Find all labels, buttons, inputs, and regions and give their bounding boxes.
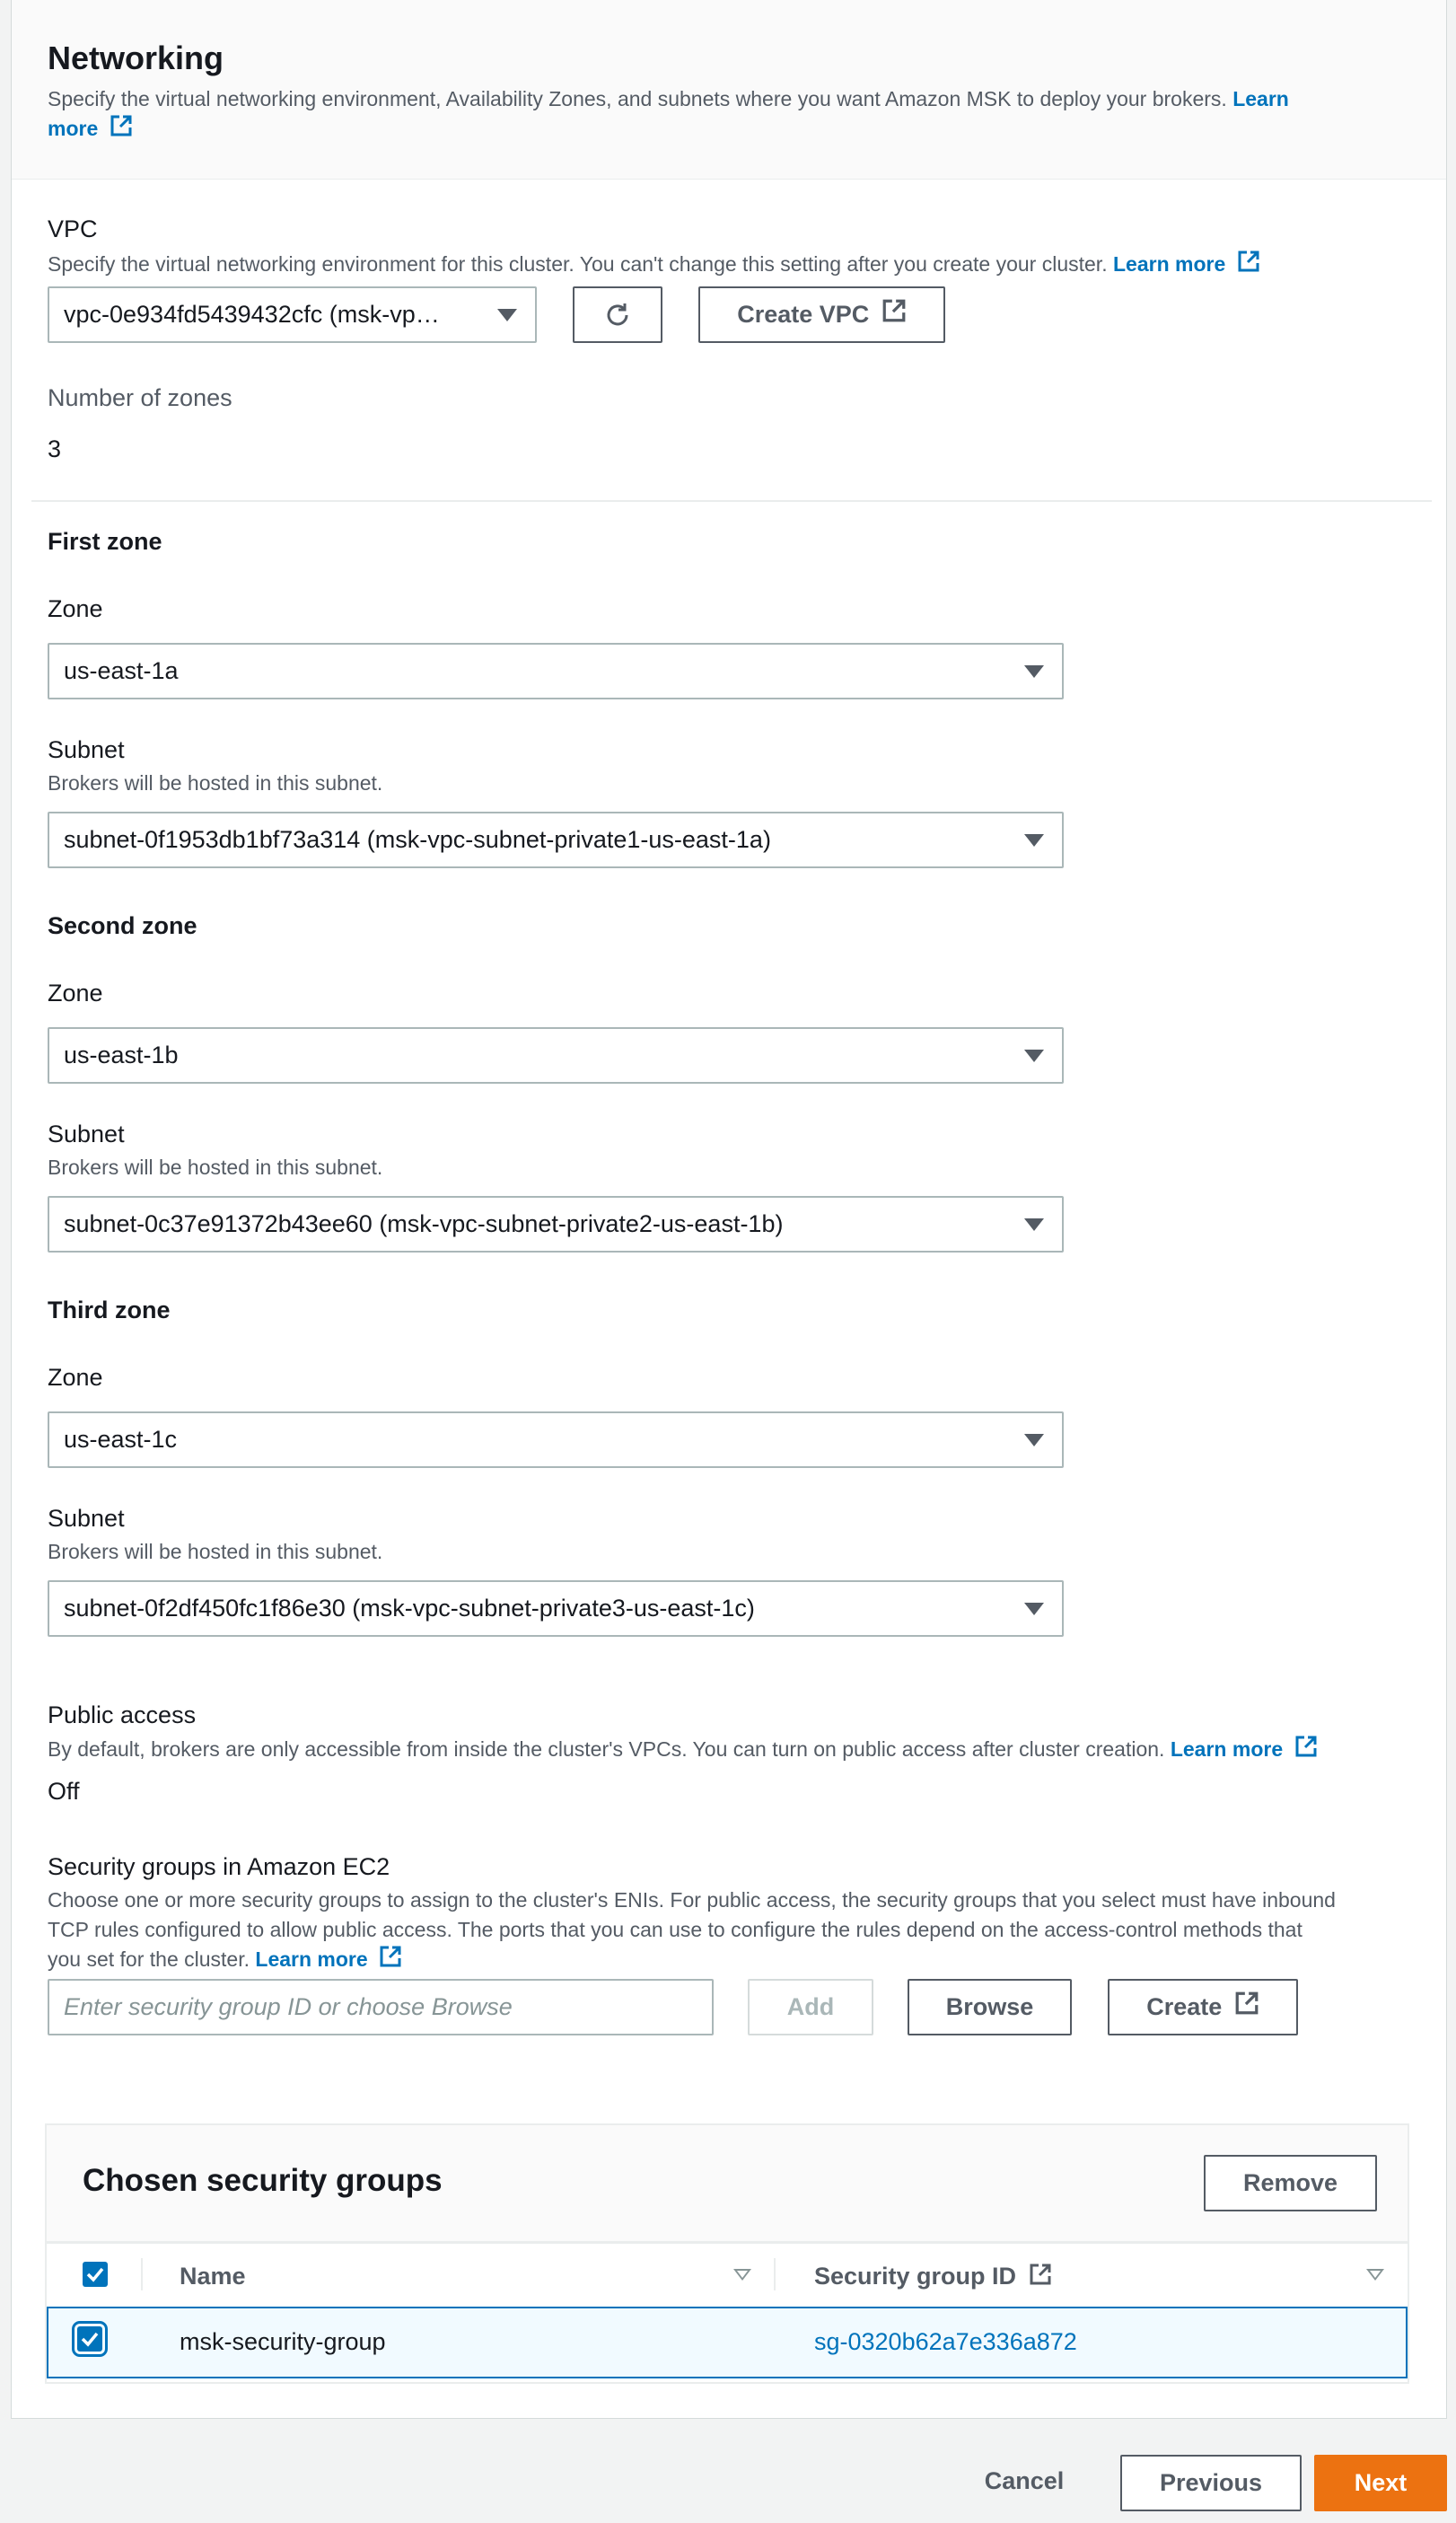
chosen-security-groups-table [45,2123,1409,2384]
public-access-label: Public access [48,1701,197,1728]
vpc-select[interactable]: vpc-0e934fd5439432cfc (msk-vp… [48,286,537,343]
create-vpc-button[interactable]: Create VPC [698,286,945,343]
external-link-icon [881,289,907,342]
public-access-description: By default, brokers are only accessible from inside the cluster's VPCs. You can turn on public access after cluster creation. Learn more [48,1735,1318,1766]
external-link-icon [1294,1735,1318,1766]
subnet-description: Brokers will be hosted in this subnet. [48,1540,383,1563]
public-access-learn-more-link[interactable]: Learn more [1170,1737,1284,1761]
subnet-label: Subnet [48,1121,125,1147]
vpc-learn-more-link[interactable]: Learn more [1112,252,1226,276]
learn-more-link[interactable]: Learn [1232,87,1289,110]
external-link-icon [1029,2263,1052,2292]
subnet-description: Brokers will be hosted in this subnet. [48,1156,383,1179]
external-link-icon [379,1945,402,1976]
security-group-id-link[interactable]: sg-0320b62a7e336a872 [814,2328,1077,2355]
vpc-description: Specify the virtual networking environment for this cluster. You can't change this setting after you create your cluster. Learn more [48,250,1260,281]
sort-security-group-id-icon[interactable] [1366,2269,1384,2281]
zone-label: Zone [48,1364,103,1391]
first-zone-select[interactable]: us-east-1a [48,643,1064,699]
security-groups-label: Security groups in Amazon EC2 [48,1853,390,1880]
third-zone-select[interactable]: us-east-1c [48,1411,1064,1468]
third-zone-heading: Third zone [48,1297,171,1323]
caret-down-icon [1024,834,1044,847]
networking-description: Specify the virtual networking environment, Availability Zones, and subnets where you want Amazon MSK to deploy your brokers. Learn [48,87,1289,110]
subnet-label: Subnet [48,736,125,763]
column-separator [774,2258,776,2290]
caret-down-icon [1024,1434,1044,1446]
divider [31,500,1432,502]
public-access-value: Off [48,1778,80,1805]
caret-down-icon [1024,1050,1044,1062]
first-zone-heading: First zone [48,528,162,555]
security-groups-learn-more-link[interactable]: Learn more [255,1947,368,1971]
refresh-icon [602,300,633,330]
external-link-icon [1237,250,1260,281]
next-button[interactable]: Next [1314,2455,1447,2511]
first-subnet-select[interactable]: subnet-0f1953db1bf73a314 (msk-vpc-subnet-private1-us-east-1a) [48,812,1064,868]
divider [47,2242,1408,2244]
zones-count-value: 3 [48,435,62,462]
select-all-checkbox[interactable] [83,2262,108,2287]
subnet-label: Subnet [48,1505,125,1532]
add-security-group-button[interactable]: Add [748,1979,873,2035]
zone-label: Zone [48,980,103,1007]
second-zone-select[interactable]: us-east-1b [48,1027,1064,1084]
security-groups-description: Choose one or more security groups to assign to the cluster's ENIs. For public access, the security groups that you select must have inbound TCP rules configured to allow public access. The ports that you can use to configure the rules depend on the access-control methods that you set for the cluster. Learn more [48,1886,1430,1976]
column-separator [141,2258,143,2290]
previous-button[interactable]: Previous [1120,2455,1302,2511]
networking-panel [11,0,1447,2419]
row-checkbox[interactable] [77,2326,102,2352]
learn-more-link-cont[interactable]: more [48,117,99,140]
external-link-icon [110,114,133,145]
wizard-footer [0,2419,1456,2523]
zone-label: Zone [48,595,103,622]
subnet-description: Brokers will be hosted in this subnet. [48,771,383,795]
remove-button[interactable]: Remove [1204,2155,1377,2211]
refresh-vpc-button[interactable] [573,286,662,343]
third-subnet-select[interactable]: subnet-0f2df450fc1f86e30 (msk-vpc-subnet-private3-us-east-1c) [48,1580,1064,1637]
networking-title: Networking [48,40,224,76]
caret-down-icon [1024,1603,1044,1615]
chosen-groups-title: Chosen security groups [83,2163,443,2198]
second-subnet-select[interactable]: subnet-0c37e91372b43ee60 (msk-vpc-subnet-private2-us-east-1b) [48,1196,1064,1253]
sort-name-icon[interactable] [733,2269,751,2281]
cancel-button[interactable]: Cancel [984,2467,1065,2494]
browse-button[interactable]: Browse [908,1979,1072,2035]
zones-count-label: Number of zones [48,384,232,411]
caret-down-icon [1024,1218,1044,1231]
second-zone-heading: Second zone [48,912,197,939]
column-security-group-id-header[interactable]: Security group ID [814,2263,1052,2292]
create-security-group-button[interactable]: Create [1108,1979,1298,2035]
external-link-icon [1234,1982,1259,2035]
table-row[interactable] [47,2307,1408,2378]
security-group-input[interactable] [48,1979,714,2035]
column-name-header[interactable]: Name [180,2263,246,2290]
vpc-label: VPC [48,215,98,242]
caret-down-icon [1024,665,1044,678]
security-group-name: msk-security-group [180,2328,386,2355]
caret-down-icon [497,309,517,321]
